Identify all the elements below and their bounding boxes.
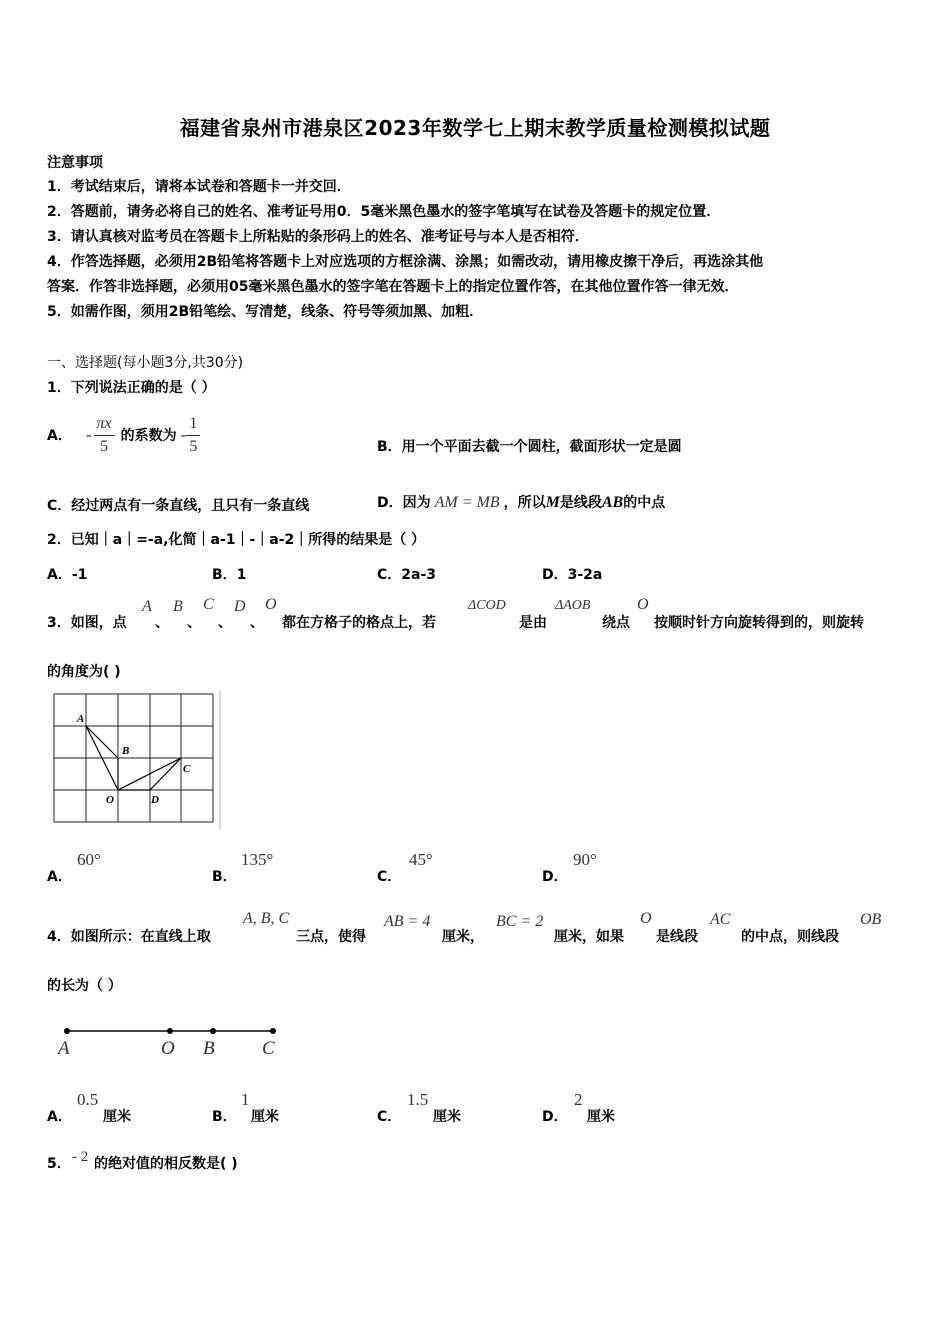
fig-label-b: B: [122, 745, 130, 757]
q4-a-unit: 厘米: [103, 1109, 131, 1125]
q2-option-c[interactable]: C．2a-3: [377, 567, 437, 583]
q3-a-value: 60°: [77, 850, 101, 869]
q4-text2: 厘米，: [442, 929, 484, 945]
q3-c-value: 45°: [409, 850, 433, 869]
q3-point-a: A: [142, 598, 152, 615]
q1-a-label: A．: [47, 428, 72, 444]
q4-a-value: 0.5: [77, 1090, 99, 1109]
q1-a-minus1: -: [85, 425, 92, 444]
q1-a-minus2: -: [180, 425, 187, 444]
q1-stem: 1．下列说法正确的是（ ）: [47, 380, 216, 396]
q4-ob: OB: [860, 911, 882, 928]
fig-label-c: C: [183, 763, 191, 775]
notice-heading: 注意事项: [47, 155, 103, 171]
q5-math: - 2: [72, 1149, 89, 1165]
q4-a-label[interactable]: A．: [47, 1109, 72, 1125]
q4-c-label[interactable]: C．: [377, 1109, 402, 1125]
q3-a-label[interactable]: A．: [47, 869, 72, 885]
q4-ac: AC: [710, 911, 731, 928]
notice-item: 1．考试结束后，请将本试卷和答题卡一并交回．: [47, 179, 351, 195]
q1-d-ab: AB: [601, 494, 624, 511]
q4-text3: 厘米，如果: [554, 929, 624, 945]
q4-text1: 三点，使得: [296, 929, 366, 945]
q1-option-b[interactable]: B．用一个平面去截一个圆柱，截面形状一定是圆: [377, 439, 682, 455]
q3-sep: 、: [250, 615, 264, 631]
q3-text3: 绕点: [602, 615, 630, 631]
notice-item: 3．请认真核对监考员在答题卡上所粘贴的条形码上的姓名、准考证号与本人是否相符．: [47, 229, 589, 245]
q3-point-c: C: [203, 596, 214, 613]
q3-b-label[interactable]: B．: [212, 869, 237, 885]
q4-d-unit: 厘米: [587, 1109, 615, 1125]
q1-option-d[interactable]: [377, 492, 665, 512]
q3-text2: 是由: [519, 615, 547, 631]
q3-text1: 都在方格子的格点上，若: [282, 615, 436, 631]
q1-d-pre: D．因为: [377, 495, 431, 511]
fig-label-a: A: [58, 1038, 70, 1059]
q1-a-fraction1: [94, 413, 115, 458]
q4-text4: 是线段: [656, 929, 698, 945]
q3-triangle-aob: ΔAOB: [555, 598, 591, 613]
q4-b-label[interactable]: B．: [212, 1109, 237, 1125]
q1-d-m: M: [545, 494, 560, 511]
q3-d-label[interactable]: D．: [542, 869, 568, 885]
q2-option-b[interactable]: B．1: [212, 567, 247, 583]
q1-d-post: ，所以: [503, 495, 546, 511]
q3-line2: 的角度为( ): [47, 664, 121, 680]
q3-point-o: O: [265, 596, 277, 613]
notice-item: 2．答题前，请务必将自己的姓名、准考证号用0．5毫米黑色墨水的签字笔填写在试卷及答题卡的规定位置．: [47, 204, 721, 220]
q3-d-value: 90°: [573, 850, 597, 869]
point-o-dot: [167, 1028, 173, 1034]
notice-item: 5．如需作图，须用2B铅笔绘、写清楚，线条、符号等须加黑、加粗．: [47, 304, 484, 320]
q1-a-fraction2: [186, 413, 200, 458]
q4-points: A, B, C: [243, 910, 290, 927]
q1-option-c[interactable]: C．经过两点有一条直线，且只有一条直线: [47, 498, 310, 514]
q4-bc-eq: BC = 2: [496, 913, 544, 930]
q3-sep: 、: [187, 615, 201, 631]
q3-text4: 按顺时针方向旋转得到的，则旋转: [654, 615, 864, 631]
q1-a-mid: 的系数为: [120, 428, 177, 444]
q3-pre: 3．如图，点: [47, 615, 127, 631]
q3-b-value: 135°: [241, 850, 274, 869]
q3-sep: 、: [218, 615, 232, 631]
fig-label-o: O: [106, 794, 114, 806]
q4-line2: 的长为（ ）: [47, 978, 122, 994]
page-title: 福建省泉州市港泉区2023年数学七上期末教学质量检测模拟试题: [179, 116, 771, 140]
q1-d-math: AM = MB: [434, 494, 500, 511]
q1-a-num2: 1: [186, 413, 200, 436]
q4-d-value: 2: [574, 1090, 583, 1109]
q5-pre: 5．: [47, 1156, 71, 1172]
q5-text: 的绝对值的相反数是( ): [94, 1156, 238, 1172]
q3-triangle-cod: ΔCOD: [468, 598, 506, 613]
fig-label-b: B: [203, 1038, 215, 1059]
q1-d-mid: 是线段: [559, 495, 602, 511]
q1-d-end: 的中点: [623, 495, 666, 511]
q1-option-a[interactable]: [47, 410, 200, 460]
q4-pre: 4．如图所示：在直线上取: [47, 929, 211, 945]
q3-point-d: D: [234, 598, 246, 615]
fig-label-a: A: [77, 713, 85, 725]
q2-option-a[interactable]: A．-1: [47, 567, 88, 583]
point-b-dot: [210, 1028, 216, 1034]
fig-label-d: D: [151, 794, 159, 806]
q3-c-label[interactable]: C．: [377, 869, 402, 885]
q4-b-value: 1: [241, 1090, 250, 1109]
section-heading: 一、选择题(每小题3分,共30分): [47, 355, 244, 371]
q1-a-num1: πx: [94, 413, 115, 436]
fig-label-c: C: [262, 1038, 275, 1059]
q3-grid-figure: [50, 690, 225, 830]
q4-line-figure: [50, 1018, 290, 1063]
q4-b-unit: 厘米: [251, 1109, 279, 1125]
q2-option-d[interactable]: D．3-2a: [542, 567, 603, 583]
notice-item: 4．作答选择题，必须用2B铅笔将答题卡上对应选项的方框涂满、涂黑；如需改动，请用橡皮擦干净后，再选涂其他: [47, 254, 764, 270]
q4-d-label[interactable]: D．: [542, 1109, 568, 1125]
q4-c-unit: 厘米: [433, 1109, 461, 1125]
q4-ab-eq: AB = 4: [384, 913, 431, 930]
q3-point-b: B: [173, 598, 183, 615]
q4-c-value: 1.5: [407, 1090, 429, 1109]
fig-label-o: O: [161, 1038, 175, 1059]
q4-o: O: [640, 910, 652, 927]
q3-sep: 、: [155, 615, 169, 631]
q4-text5: 的中点，则线段: [741, 929, 839, 945]
point-c-dot: [270, 1028, 276, 1034]
q2-stem: 2．已知｜a｜=-a,化简｜a-1｜-｜a-2｜所得的结果是（ ）: [47, 532, 426, 548]
q1-a-den1: 5: [100, 437, 109, 455]
q3-center-o: O: [637, 596, 649, 613]
point-a-dot: [64, 1028, 70, 1034]
notice-item: 答案．作答非选择题，必须用05毫米黑色墨水的签字笔在答题卡上的指定位置作答，在其他位置作答一律无效．: [47, 279, 739, 295]
q1-a-den2: 5: [189, 437, 198, 455]
